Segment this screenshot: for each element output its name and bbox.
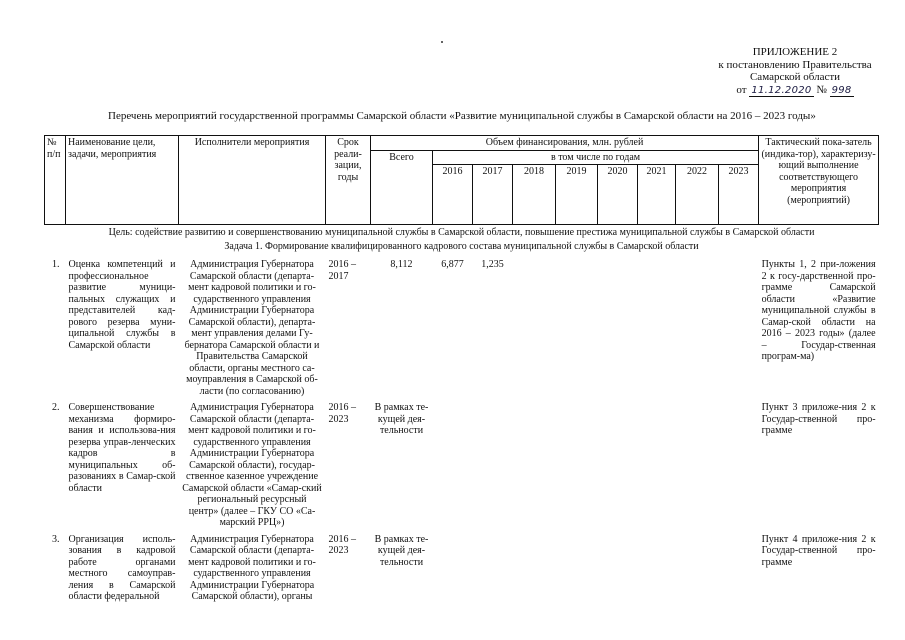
number-label: № [816, 83, 827, 96]
header-year-2021: 2021 [638, 165, 676, 225]
appendix-region: Самарской области [749, 71, 841, 83]
table-row [45, 256, 879, 399]
row-2016: 6,877 [441, 259, 464, 270]
row-name: Организация исполь-зования в кадровой работе органами местного самоупрaв-ления в Самарской области федеральной [68, 533, 176, 602]
row-executors: Администрация Губернатора Самарской области (департа-мент кадровой политики и го-сударственного управления Администрации Губернатора Самарской области), органы [188, 533, 316, 602]
row-indicator: Пункты 1, 2 при-ложения 2 к госу-дарственной про-грамме Самарской области «Развитие муниципальной службы в Самар-ской области на 2016 – 2023 годы» (далее – Государ-ственная програм-ма) [761, 259, 876, 362]
row-total: 8,112 [390, 259, 413, 270]
row-2017 [473, 399, 513, 531]
goal-row: Цель: содействие развитию и совершенствованию муниципальной службы в Самарской области, повышение престижа муниципальной службы в Самарской области [45, 225, 879, 240]
header-year-2022: 2022 [676, 165, 719, 225]
header-year-2023: 2023 [719, 165, 759, 225]
row-term: 2016 – 2023 [328, 402, 356, 425]
row-2021 [638, 531, 676, 605]
row-num: 3. [52, 533, 60, 545]
row-2016 [433, 399, 473, 531]
row-2018 [513, 531, 556, 605]
header-term: Срок реали-зации, годы [326, 136, 371, 225]
row-2019 [556, 399, 598, 531]
document-title: Перечень мероприятий государственной программы Самарской области «Развитие муниципальной службы в Самарской области на 2016 – 2023 годы» [108, 110, 816, 122]
row-term: 2016 – 2023 [328, 533, 356, 556]
row-executors: Администрация Губернатора Самарской области (департа-мент кадровой политики и го-сударственного управления Администрации Губернатора Самарской области), государ-ственное казенное учреждение Самарской области «Самар-ский региональный ресурсный центр» (далее – ГКУ СО «Са-марский РРЦ») [182, 402, 322, 528]
row-name: Оценка компетенций и профессиональное развитие муници-пальных служащих и представителей кад-рового резерва муни-ципальной службы в Самарской области [68, 259, 176, 351]
header-year-2019: 2019 [556, 165, 598, 225]
header-executors: Исполнители мероприятия [179, 136, 326, 225]
scan-speck [441, 41, 443, 43]
header-year-2018: 2018 [513, 165, 556, 225]
appendix-block [700, 46, 890, 97]
row-executors: Администрация Губернатора Самарской области (департа-мент кадровой политики и го-сударственного управления Администрации Губернатора Самарской области), департа-мент управления делами Гу-бернатора Самарской области и Правительства Самарской области, органы местного са-моуправления в Самарской об-ласти (по согласованию) [184, 259, 320, 397]
row-indicator: Пункт 3 приложе-ния 2 к Государ-ственной про-грамме [761, 402, 876, 436]
appendix-title: ПРИЛОЖЕНИЕ 2 [752, 46, 838, 58]
row-num: 2. [52, 402, 60, 413]
row-2020 [598, 256, 638, 399]
row-2018 [513, 399, 556, 531]
header-num: № п/п [45, 136, 66, 225]
decree-number: 998 [831, 84, 852, 96]
row-2023 [719, 256, 759, 399]
row-2021 [638, 256, 676, 399]
header-year-2016: 2016 [433, 165, 473, 225]
header-year-2020: 2020 [598, 165, 638, 225]
measures-table [44, 135, 879, 605]
header-indicator: Тактический пока-затель (индика-тор), характеризу-ющий выполнение соответствующего мероприятия (мероприятий) [759, 136, 879, 225]
row-term: 2016 – 2017 [328, 259, 356, 282]
row-2017 [473, 531, 513, 605]
table-row [45, 531, 879, 605]
row-2019 [556, 531, 598, 605]
row-num: 1. [52, 259, 60, 270]
row-2023 [719, 531, 759, 605]
row-2021 [638, 399, 676, 531]
decree-date: 11.12.2020 [751, 84, 812, 96]
row-2019 [556, 256, 598, 399]
header-funding: Объем финансирования, млн. рублей [371, 136, 759, 151]
row-2017: 1,235 [481, 259, 504, 270]
task-row: Задача 1. Формирование квалифицированного кадрового состава муниципальной службы в Самарской области [224, 240, 699, 252]
row-total: В рамках те-кущей дея-тельности [374, 402, 429, 436]
row-2020 [598, 531, 638, 605]
row-2022 [676, 531, 719, 605]
appendix-date-line [700, 84, 890, 98]
from-label: от [736, 83, 747, 96]
row-2016 [433, 531, 473, 605]
header-total: Всего [371, 150, 433, 225]
row-2018 [513, 256, 556, 399]
appendix-decree: к постановлению Правительства [718, 58, 872, 71]
header-by-years: в том числе по годам [433, 150, 759, 165]
header-year-2017: 2017 [473, 165, 513, 225]
row-name: Совершенствование механизма формиро-вания и использова-ния резерва управ-ленческих кадров в муниципальных об-разованиях в Самар-ской области [68, 402, 176, 494]
header-name: Наименование цели, задачи, мероприятия [66, 136, 179, 225]
table-row [45, 399, 879, 531]
row-2022 [676, 399, 719, 531]
row-total: В рамках те-кущей дея-тельности [374, 533, 429, 568]
row-2023 [719, 399, 759, 531]
row-indicator: Пункт 4 приложе-ния 2 к Государ-ственной про-грамме [761, 533, 876, 568]
row-2022 [676, 256, 719, 399]
row-2020 [598, 399, 638, 531]
